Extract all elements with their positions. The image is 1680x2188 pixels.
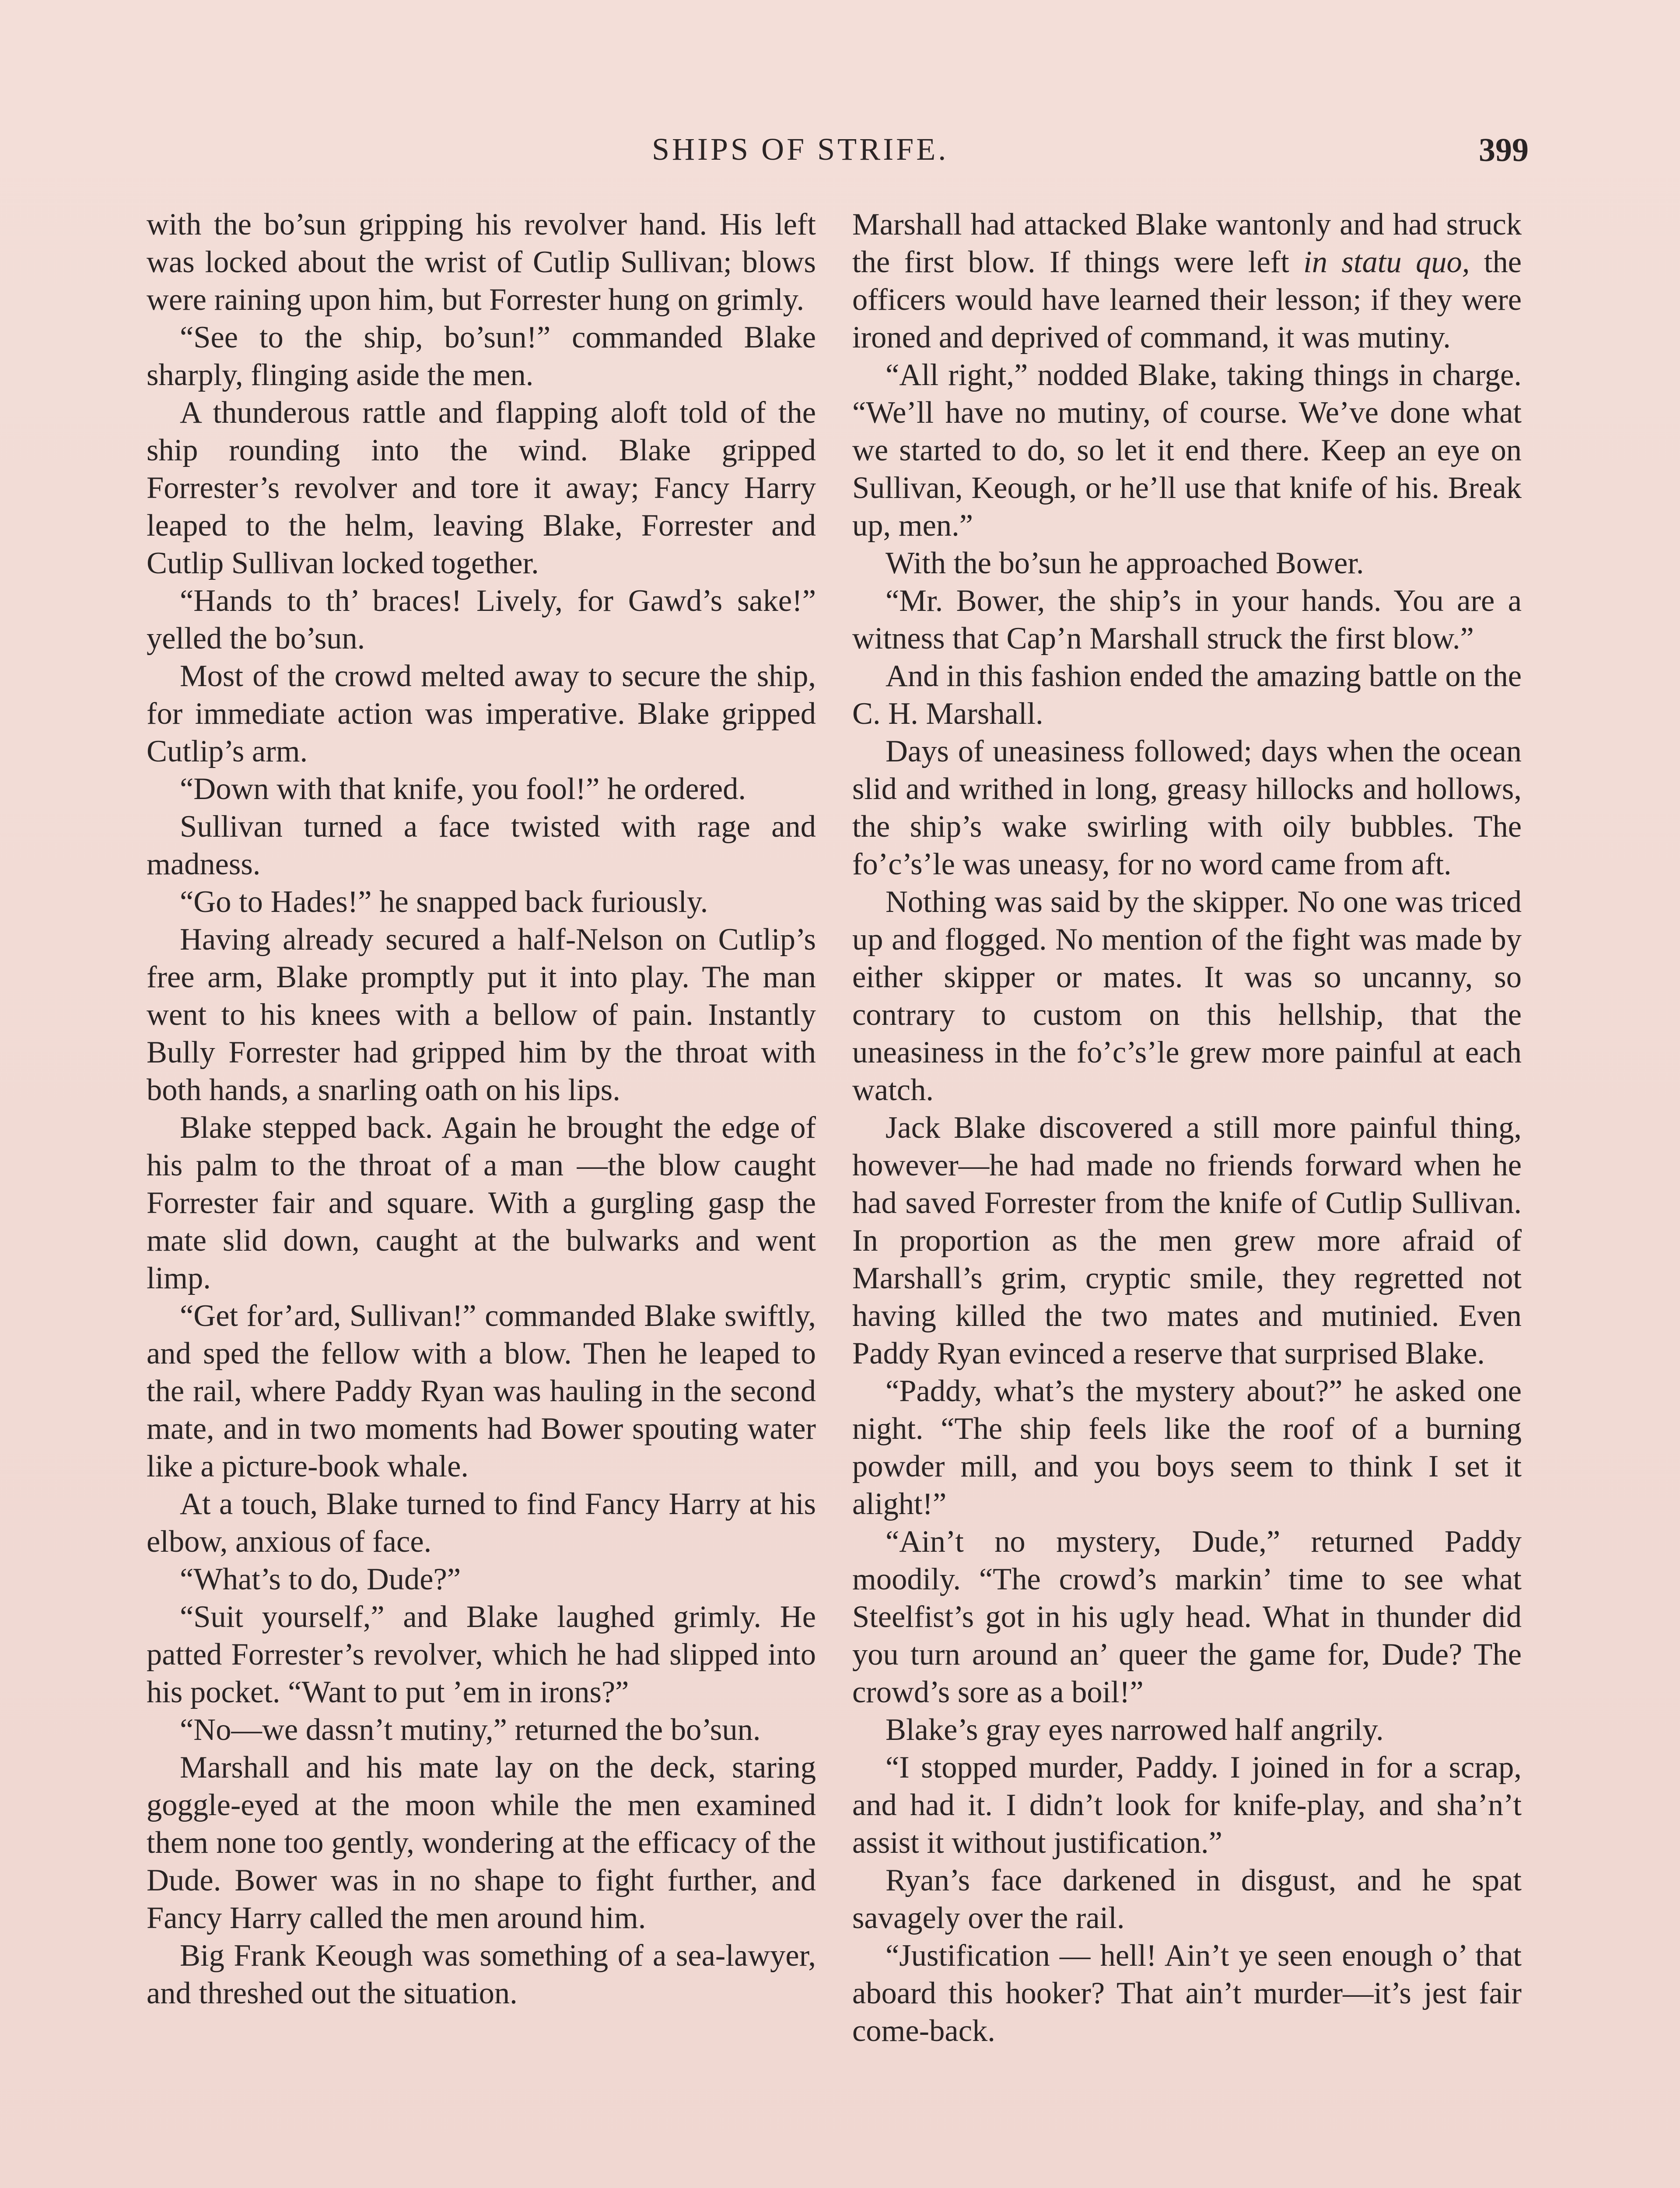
paragraph: with the bo’sun gripping his revolver hand. His left was locked about the wrist of Cutlip Sullivan; blows were raining upon him, but Forrester hung on grimly. [147, 207, 816, 317]
paragraph: And in this fashion ended the amazing battle on the C. H. Marshall. [852, 659, 1522, 731]
paragraph: “See to the ship, bo’sun!” commanded Blake sharply, flinging aside the men. [147, 320, 816, 392]
paragraph: “No—we dassn’t mutiny,” returned the bo’sun. [180, 1713, 761, 1747]
page-number: 399 [1479, 132, 1529, 168]
paragraph: Days of uneasiness followed; days when the ocean slid and writhed in long, greasy hillocks and hollows, the ship’s wake swirling with oily bubbles. The fo’c’s’le was uneasy, for no word came from aft. [852, 734, 1522, 881]
paragraph: Marshall and his mate lay on the deck, staring goggle-eyed at the moon while the men examined them none too gently, wondering at the efficacy of the Dude. Bower was in no shape to fight further, and Fancy Harry called the men around him. [147, 1750, 816, 1935]
paragraph: “Paddy, what’s the mystery about?” he asked one night. “The ship feels like the roof of a burning powder mill, and you boys seem to think I set it alight!” [852, 1374, 1522, 1521]
italic-phrase: in statu quo, [1303, 245, 1470, 279]
paragraph: “Mr. Bower, the ship’s in your hands. You are a witness that Cap’n Marshall struck the first blow.” [852, 584, 1522, 656]
paragraph: Ryan’s face darkened in disgust, and he spat savagely over the rail. [852, 1863, 1522, 1935]
paragraph-text: the officers would have learned their lesson; if they were ironed and deprived of command, it was mutiny. [852, 245, 1522, 354]
paragraph: A thunderous rattle and flapping aloft told of the ship rounding into the wind. Blake gripped Forrester’s revolver and tore it away; Fancy Harry leaped to the helm, leaving Blake, Forrester and Cutlip Sullivan locked together. [147, 396, 816, 580]
running-head: SHIPS OF STRIFE. [652, 132, 949, 167]
paragraph: Nothing was said by the skipper. No one was triced up and flogged. No mention of the fight was made by either skipper or mates. It was so uncanny, so contrary to custom on this hellship, that the uneasiness in the fo’c’s’le grew more painful at each watch. [852, 885, 1522, 1107]
paragraph: “Get for’ard, Sullivan!” commanded Blake swiftly, and sped the fellow with a blow. Then he leaped to the rail, where Paddy Ryan was hauling in the second mate, and in two moments had Bower spouting water like a picture-book whale. [147, 1299, 816, 1483]
paragraph: “What’s to do, Dude?” [180, 1562, 461, 1596]
paragraph: “I stopped murder, Paddy. I joined in for a scrap, and had it. I didn’t look for knife-play, and sha’n’t assist it without justification.” [852, 1750, 1522, 1860]
paragraph: “Suit yourself,” and Blake laughed grimly. He patted Forrester’s revolver, which he had slipped into his pocket. “Want to put ’em in irons?” [147, 1600, 816, 1709]
right-column [852, 206, 1522, 2050]
paragraph: Having already secured a half-Nelson on Cutlip’s free arm, Blake promptly put it into play. The man went to his knees with a bellow of pain. Instantly Bully Forrester had gripped him by the throat with both hands, a snarling oath on his lips. [147, 922, 816, 1107]
paragraph: At a touch, Blake turned to find Fancy Harry at his elbow, anxious of face. [147, 1487, 816, 1559]
paragraph: “Justification — hell! Ain’t ye seen enough o’ that aboard this hooker? That ain’t murder—it’s jest fair come-back. [852, 1939, 1522, 2048]
paragraph-text: Marshall had attacked Blake wantonly and had struck the first blow. If things were left [852, 207, 1522, 279]
paragraph: Most of the crowd melted away to secure the ship, for immediate action was imperative. Blake gripped Cutlip’s arm. [147, 659, 816, 768]
paragraph: “All right,” nodded Blake, taking things in charge. “We’ll have no mutiny, of course. We’ve done what we started to do, so let it end there. Keep an eye on Sullivan, Keough, or he’ll use that knife of his. Break up, men.” [852, 358, 1522, 543]
left-column [147, 206, 816, 2012]
paragraph: Blake stepped back. Again he brought the edge of his palm to the throat of a man —the blow caught Forrester fair and square. With a gurgling gasp the mate slid down, caught at the bulwarks and went limp. [147, 1111, 816, 1295]
paragraph: “Down with that knife, you fool!” he ordered. [180, 772, 746, 806]
paragraph: “Ain’t no mystery, Dude,” returned Paddy moodily. “The crowd’s markin’ time to see what Steelfist’s got in his ugly head. What in thunder did you turn around an’ queer the game for, Dude? The crowd’s sore as a boil!” [852, 1525, 1522, 1709]
paragraph: Jack Blake discovered a still more painful thing, however—he had made no friends forward when he had saved Forrester from the knife of Cutlip Sullivan. In proportion as the men grew more afraid of Marshall’s grim, cryptic smile, they regretted not having killed the two mates and mutinied. Even Paddy Ryan evinced a reserve that surprised Blake. [852, 1111, 1522, 1371]
paragraph: With the bo’sun he approached Bower. [886, 546, 1364, 580]
paragraph: Sullivan turned a face twisted with rage and madness. [147, 810, 816, 881]
paragraph: Big Frank Keough was something of a sea-lawyer, and threshed out the situation. [147, 1939, 816, 2010]
paragraph [852, 206, 1522, 356]
paragraph: “Go to Hades!” he snapped back furiously. [180, 885, 708, 919]
paragraph: Blake’s gray eyes narrowed half angrily. [886, 1713, 1384, 1747]
paragraph: “Hands to th’ braces! Lively, for Gawd’s sake!” yelled the bo’sun. [147, 584, 816, 656]
